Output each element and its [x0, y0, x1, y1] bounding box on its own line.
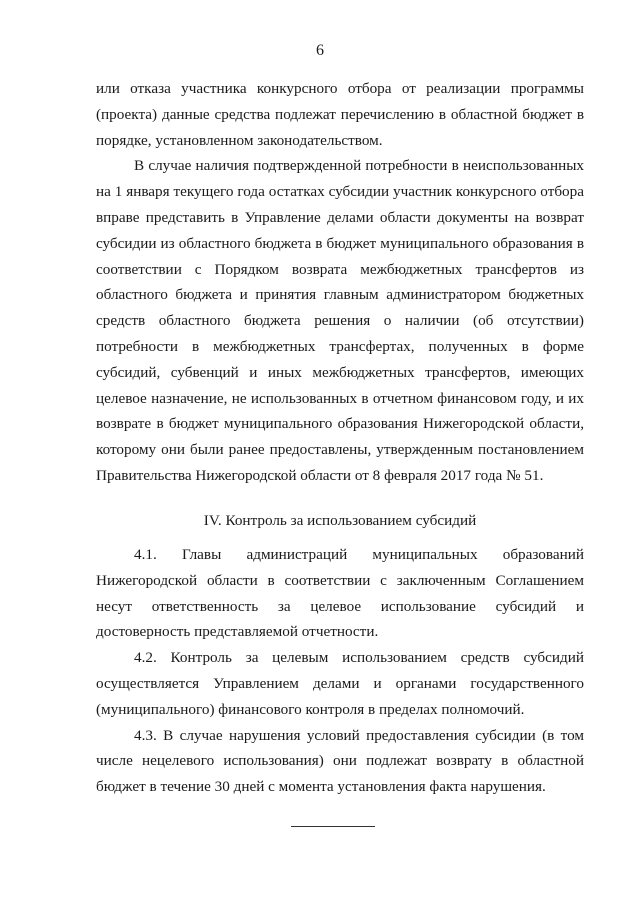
paragraph-4-3: 4.3. В случае нарушения условий предоставления субсидии (в том числе нецелевого использования) они подлежат возврату в областной бюджет в течение 30 дней с момента установления факта нарушения. — [96, 726, 584, 796]
paragraph-4-2: 4.2. Контроль за целевым использованием средств субсидий осуществляется Управлением делами и органами государственного (муниципального) финансового контроля в пределах полномочий. — [96, 649, 584, 718]
section-heading: IV. Контроль за использованием субсидий — [203, 512, 477, 529]
body-text-section — [96, 542, 584, 800]
paragraph-continuation: или отказа участника конкурсного отбора от реализации программы (проекта) данные средства подлежат перечислению в областной бюджет в порядке, установленном законодательством. — [96, 80, 584, 149]
paragraph-unused-balance: В случае наличия подтвержденной потребности в неиспользованных на 1 января текущего года остатках субсидии участник конкурсного отбора вправе представить в Управление делами области документы на возврат субсидии из областного бюджета в бюджет муниципального образования в соответствии с Порядком возврата межбюджетных трансфертов из областного бюджета и принятия главным администратором бюджетных средств областного бюджета решения о наличии (об отсутствии) потребности в межбюджетных трансфертах, полученных в форме субсидий, субвенций и иных межбюджетных трансфертов, имеющих целевое назначение, не использованных в отчетном финансовом году, и их возврате в бюджет муниципального образования Нижегородской области, которому они были ранее предоставлены, утвержденным постановлением Правительства Нижегородской области от 8 февраля 2017 года № 51. — [96, 157, 584, 484]
page-number: 6 — [316, 42, 324, 59]
paragraph-4-1: 4.1. Главы администраций муниципальных образований Нижегородской области в соответствии с заключенным Соглашением несут ответственность за целевое использование субсидий и достоверность представляемой отчетности. — [96, 546, 584, 641]
body-text-top — [96, 76, 584, 489]
closing-separator-line — [291, 826, 375, 827]
